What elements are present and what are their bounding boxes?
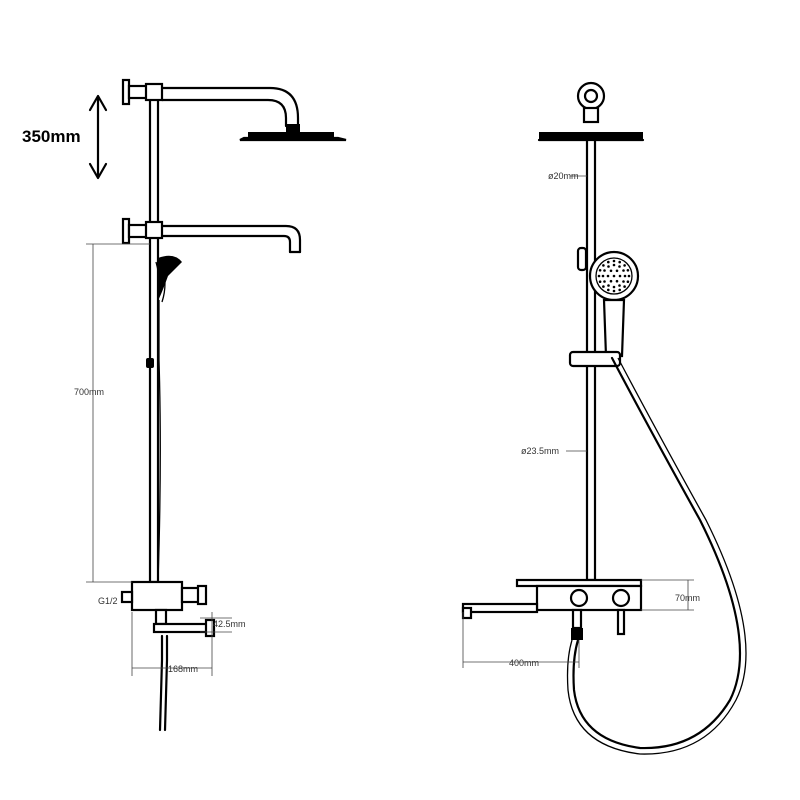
side-view — [22, 80, 346, 730]
nozzle-dot — [607, 275, 610, 278]
nozzle-dot — [618, 265, 621, 268]
nozzle-dot — [623, 264, 626, 267]
nozzle-dot — [613, 260, 616, 263]
nozzle-dot — [603, 280, 606, 283]
left-control-knob — [571, 590, 587, 606]
rain-shower-head-front — [539, 132, 643, 140]
nozzle-dot — [622, 269, 625, 272]
nozzle-dot — [627, 269, 630, 272]
width-label: 168mm — [168, 664, 199, 674]
mixer-body-side — [132, 582, 182, 610]
height-adjust-arrow-icon — [90, 96, 106, 178]
shelf-width-label: 400mm — [509, 658, 540, 668]
nozzle-dot — [598, 275, 601, 278]
bar-diameter-label: ø23.5mm — [521, 446, 560, 456]
front-view — [463, 83, 746, 754]
nozzle-dot — [607, 265, 610, 268]
nozzle-dot — [603, 269, 606, 272]
nozzle-dot — [607, 284, 610, 287]
nozzle-dot — [613, 290, 616, 293]
nozzle-dot — [599, 269, 602, 272]
nozzle-dot — [602, 275, 605, 278]
nozzle-dot — [599, 280, 602, 283]
nozzle-dot — [613, 275, 616, 278]
nozzle-dot — [628, 275, 631, 278]
depth-label: 42.5mm — [213, 619, 246, 629]
riser-bar — [150, 90, 158, 582]
head-connector — [286, 124, 300, 132]
nozzle-dot — [616, 270, 619, 273]
bar-height-dimension — [86, 244, 150, 582]
right-control-knob — [613, 590, 629, 606]
nozzle-dot — [624, 275, 627, 278]
nozzle-dot — [613, 286, 616, 289]
nozzle-dot — [610, 280, 613, 283]
nozzle-dot — [618, 261, 621, 264]
nozzle-dot — [607, 261, 610, 264]
top-pipe-diameter-label: ø20mm — [548, 171, 579, 181]
nozzle-dot — [607, 289, 610, 292]
nozzle-dot — [618, 284, 621, 287]
nozzle-dot — [622, 280, 625, 283]
height-adjust-label: 350mm — [22, 127, 81, 146]
tub-spout-arm — [162, 226, 300, 252]
nozzle-dot — [613, 264, 616, 267]
nozzle-dot — [623, 285, 626, 288]
nozzle-dot — [602, 285, 605, 288]
top-swivel-ring — [578, 83, 604, 109]
shower-arm — [162, 88, 298, 126]
bar-height-label: 700mm — [74, 387, 105, 397]
hand-shower-front — [590, 252, 638, 356]
mixer-height-label: 70mm — [675, 593, 701, 603]
nozzle-dot — [610, 270, 613, 273]
upper-wall-bracket — [123, 80, 162, 104]
nozzle-dot — [619, 275, 622, 278]
nozzle-dot — [627, 280, 630, 283]
inlet-thread-label: G1/2 — [98, 596, 118, 606]
nozzle-dot — [602, 264, 605, 267]
nozzle-dot — [618, 289, 621, 292]
hose-front — [574, 358, 741, 748]
tub-spout-front — [463, 604, 537, 612]
nozzle-dot — [616, 280, 619, 283]
